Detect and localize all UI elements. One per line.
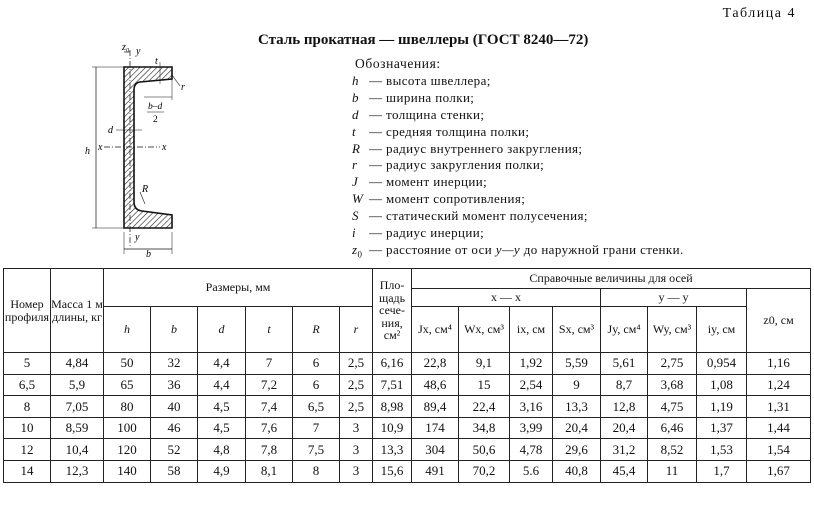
label-bd-den: 2 [153, 115, 158, 125]
header-Wy: Wy, см³ [648, 307, 697, 353]
table-cell: 100 [104, 417, 151, 439]
table-cell: 52 [151, 439, 198, 461]
legend-item: d — толщина стенки; [352, 106, 485, 122]
legend-item: $z_0$ — расстояние от оси y—y до наружной грани стенки. [352, 241, 684, 260]
table-cell: 1,67 [747, 460, 811, 482]
table-cell: 12,3 [51, 460, 104, 482]
table-cell: 32 [151, 353, 198, 375]
table-cell: 8,7 [601, 374, 648, 396]
table-cell: 8 [4, 396, 51, 418]
table-cell: 7,6 [246, 417, 293, 439]
table-cell: 6 [293, 353, 340, 375]
legend-item: J — момент инерции; [352, 174, 488, 190]
table-cell: 1,44 [747, 417, 811, 439]
table-row [4, 439, 811, 461]
table-cell: 3,99 [510, 417, 553, 439]
label-x-right: x [162, 142, 167, 153]
table-cell: 4,5 [198, 417, 246, 439]
table-cell: 14 [4, 460, 51, 482]
table-cell: 1,37 [697, 417, 747, 439]
table-cell: 20,4 [553, 417, 601, 439]
table-cell: 40 [151, 396, 198, 418]
table-cell: 6,46 [648, 417, 697, 439]
table-cell: 34,8 [459, 417, 510, 439]
label-h: h [85, 146, 90, 157]
table-cell: 1,92 [510, 353, 553, 375]
table-cell: 2,75 [648, 353, 697, 375]
table-cell: 4,84 [51, 353, 104, 375]
table-cell: 3,16 [510, 396, 553, 418]
legend-heading: Обозначения: [355, 56, 441, 71]
table-cell: 4,4 [198, 374, 246, 396]
table-cell: 15 [459, 374, 510, 396]
table-cell: 4,75 [648, 396, 697, 418]
legend-item: W — момент сопротивления; [352, 191, 526, 207]
table-cell: 8,1 [246, 460, 293, 482]
table-cell: 89,4 [412, 396, 459, 418]
table-cell: 7,4 [246, 396, 293, 418]
legend-item: h — высота швеллера; [352, 73, 491, 88]
table-cell: 22,4 [459, 396, 510, 418]
table-cell: 3,68 [648, 374, 697, 396]
table-cell: 120 [104, 439, 151, 461]
header-h: h [104, 307, 151, 353]
table-cell: 46 [151, 417, 198, 439]
header-mass: Масса 1 м длины, кг [51, 269, 104, 353]
table-cell: 8,59 [51, 417, 104, 439]
header-Wx: Wx, см³ [459, 307, 510, 353]
table-cell: 3 [340, 460, 373, 482]
table-cell: 7,05 [51, 396, 104, 418]
label-y-top: y [136, 46, 141, 57]
legend-item: R — радиус внутреннего закругления; [352, 140, 583, 156]
table-cell: 8 [293, 460, 340, 482]
table-cell: 36 [151, 374, 198, 396]
label-r: r [181, 82, 185, 93]
legend-item: i — радиус инерции; [352, 225, 485, 241]
table-cell: 304 [412, 439, 459, 461]
table-cell: 10,9 [373, 417, 412, 439]
label-d: d [108, 125, 113, 136]
label-y-bottom: y [135, 232, 140, 243]
table-cell: 3 [340, 417, 373, 439]
table-cell: 1,08 [697, 374, 747, 396]
table-cell: 4,5 [198, 396, 246, 418]
header-t: t [246, 307, 293, 353]
table-cell: 50,6 [459, 439, 510, 461]
data-table [3, 268, 811, 483]
table-number: Таблица 4 [722, 6, 796, 21]
table-cell: 45,4 [601, 460, 648, 482]
label-z0: z₀ [122, 42, 130, 53]
table-cell: 15,6 [373, 460, 412, 482]
table-cell: 4,4 [198, 353, 246, 375]
table-cell: 491 [412, 460, 459, 482]
channel-section-drawing [80, 42, 220, 267]
header-axis-xx: x — x [412, 289, 601, 307]
table-cell: 40,8 [553, 460, 601, 482]
table-cell: 1,7 [697, 460, 747, 482]
table-cell: 7 [293, 417, 340, 439]
table-cell: 11 [648, 460, 697, 482]
table-row [4, 374, 811, 396]
table-cell: 7 [246, 353, 293, 375]
header-dims: Размеры, мм [104, 269, 373, 307]
table-cell: 1,16 [747, 353, 811, 375]
table-cell: 4,8 [198, 439, 246, 461]
table-cell: 13,3 [553, 396, 601, 418]
table-cell: 2,54 [510, 374, 553, 396]
header-Jx: Jx, см⁴ [412, 307, 459, 353]
legend-item: r — радиус закругления полки; [352, 157, 545, 173]
table-cell: 5,9 [51, 374, 104, 396]
table-cell: 0,954 [697, 353, 747, 375]
page-title: Сталь прокатная — швеллеры (ГОСТ 8240—72) [258, 32, 589, 48]
table-cell: 1,19 [697, 396, 747, 418]
table-cell: 50 [104, 353, 151, 375]
label-t: t [155, 56, 158, 67]
header-z0: z0, см [747, 289, 811, 353]
table-cell: 6,5 [293, 396, 340, 418]
legend-item: b — ширина полки; [352, 89, 475, 105]
table-cell: 10 [4, 417, 51, 439]
legend-list [352, 73, 684, 259]
header-R: R [293, 307, 340, 353]
table-cell: 65 [104, 374, 151, 396]
header-iy: iy, см [697, 307, 747, 353]
header-ix: ix, см [510, 307, 553, 353]
table-cell: 5 [4, 353, 51, 375]
table-cell: 1,54 [747, 439, 811, 461]
table-cell: 140 [104, 460, 151, 482]
label-b: b [146, 249, 151, 260]
table-cell: 12 [4, 439, 51, 461]
table-cell: 1,53 [697, 439, 747, 461]
table-cell: 1,24 [747, 374, 811, 396]
table-cell: 7,8 [246, 439, 293, 461]
table-cell: 13,3 [373, 439, 412, 461]
table-cell: 7,5 [293, 439, 340, 461]
header-Jy: Jy, см⁴ [601, 307, 648, 353]
table-cell: 2,5 [340, 396, 373, 418]
table-row [4, 460, 811, 482]
table-cell: 31,2 [601, 439, 648, 461]
table-cell: 4,78 [510, 439, 553, 461]
header-ref: Справочные величины для осей [412, 269, 811, 289]
table-cell: 5,61 [601, 353, 648, 375]
label-bd-num: b–d [148, 102, 163, 112]
table-cell: 1,31 [747, 396, 811, 418]
table-row [4, 417, 811, 439]
table-cell: 10,4 [51, 439, 104, 461]
table-cell: 174 [412, 417, 459, 439]
table-cell: 12,8 [601, 396, 648, 418]
table-cell: 29,6 [553, 439, 601, 461]
table-cell: 2,5 [340, 374, 373, 396]
table-cell: 6,16 [373, 353, 412, 375]
table-cell: 80 [104, 396, 151, 418]
label-x-left: x [98, 142, 103, 153]
label-R: R [142, 184, 149, 195]
legend-item: S — статический момент полусечения; [352, 208, 588, 224]
table-cell: 58 [151, 460, 198, 482]
table-cell: 5.6 [510, 460, 553, 482]
table-cell: 6 [293, 374, 340, 396]
table-cell: 22,8 [412, 353, 459, 375]
header-area: Площадь сечения, см² [373, 269, 412, 353]
table-cell: 3 [340, 439, 373, 461]
table-cell: 7,51 [373, 374, 412, 396]
table-cell: 70,2 [459, 460, 510, 482]
table-row [4, 353, 811, 375]
table-cell: 6,5 [4, 374, 51, 396]
table-cell: 48,6 [412, 374, 459, 396]
table-row [4, 396, 811, 418]
table-cell: 9 [553, 374, 601, 396]
header-Sx: Sx, см³ [553, 307, 601, 353]
table-cell: 20,4 [601, 417, 648, 439]
header-r: r [340, 307, 373, 353]
header-axis-yy: y — y [601, 289, 747, 307]
table-cell: 9,1 [459, 353, 510, 375]
table-cell: 2,5 [340, 353, 373, 375]
table-cell: 5,59 [553, 353, 601, 375]
header-profile: Номер профиля [4, 269, 51, 353]
table-cell: 7,2 [246, 374, 293, 396]
table-cell: 8,52 [648, 439, 697, 461]
legend-item: t — средняя толщина полки; [352, 123, 530, 139]
header-d: d [198, 307, 246, 353]
header-b: b [151, 307, 198, 353]
table-cell: 4,9 [198, 460, 246, 482]
table-cell: 8,98 [373, 396, 412, 418]
